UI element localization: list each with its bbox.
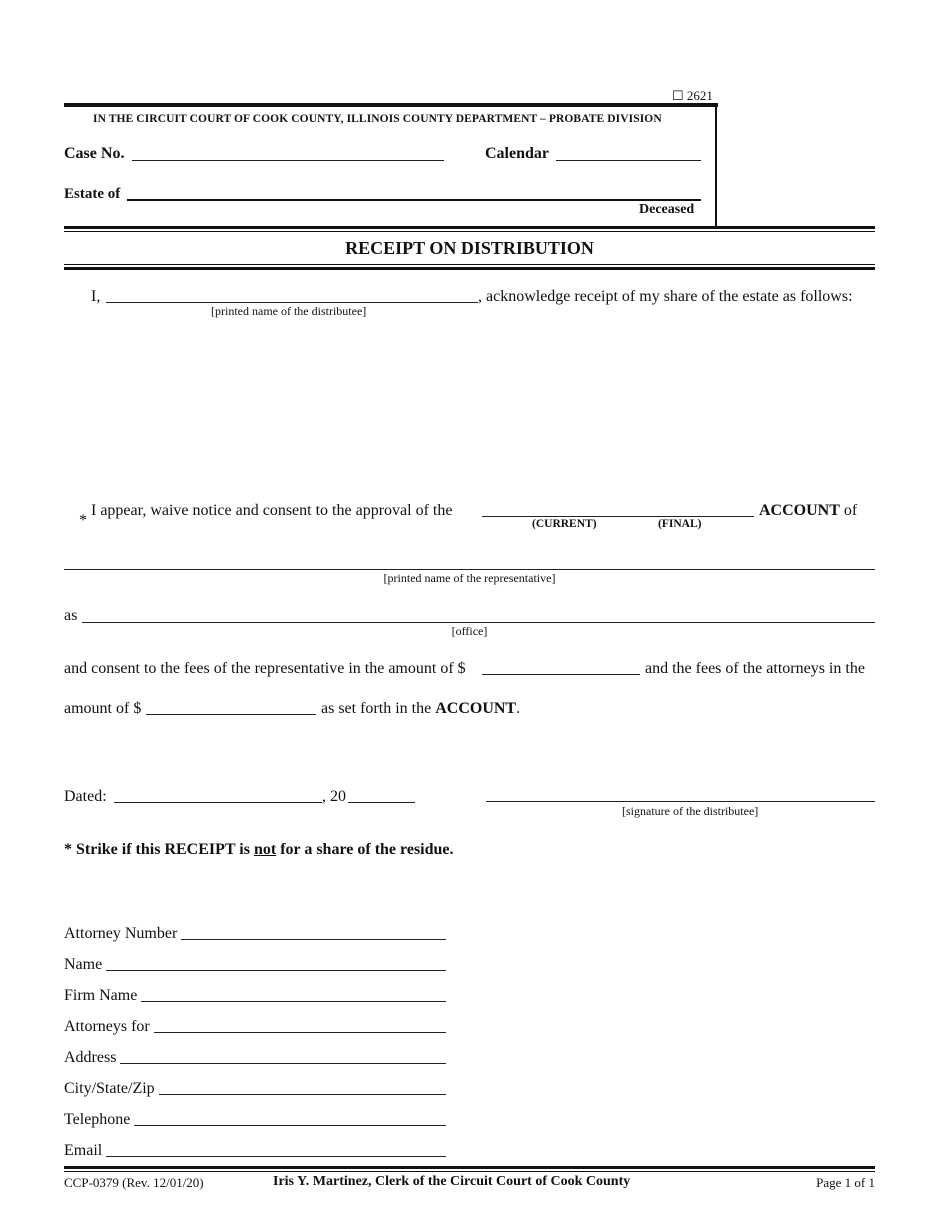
distributee-name-field[interactable] (106, 302, 478, 303)
of-word: of (843, 502, 858, 519)
title-bottom-rule-thick (64, 267, 875, 270)
receipt-prefix: I, (91, 288, 101, 305)
title-top-rule-thick (64, 226, 875, 229)
attorney-telephone-field[interactable] (134, 1125, 446, 1126)
fees-line1-text: and consent to the fees of the representative in the amount of $ (64, 660, 466, 677)
year-prefix: , 20 (322, 788, 346, 805)
as-label: as (64, 607, 78, 624)
representative-fees-field[interactable] (482, 674, 640, 675)
calendar-field[interactable] (556, 160, 701, 161)
header-top-rule (64, 103, 718, 107)
footer-clerk: Iris Y. Martinez, Clerk of the Circuit Court of Cook County (273, 1174, 631, 1189)
attorney-firm-name-label: Firm Name (64, 987, 138, 1004)
case-no-field[interactable] (132, 160, 444, 161)
footer-rule-thin (64, 1171, 875, 1172)
representative-name-field[interactable] (64, 569, 875, 570)
dated-label: Dated: (64, 788, 107, 805)
attorney-name-label: Name (64, 956, 103, 973)
asterisk-mark: * (79, 512, 87, 529)
attorney-attorney-number-field[interactable] (181, 939, 446, 940)
strike-note-before: * Strike if this RECEIPT is (64, 841, 254, 858)
set-forth-text: as set forth in the (321, 700, 432, 717)
case-no-label: Case No. (64, 145, 125, 162)
court-header: IN THE CIRCUIT COURT OF COOK COUNTY, ILLINOIS COUNTY DEPARTMENT – PROBATE DIVISION (93, 113, 662, 125)
estate-of-label: Estate of (64, 186, 121, 202)
header-box-right-border (715, 103, 717, 227)
distributee-name-caption: [printed name of the distributee] (211, 304, 367, 318)
attorney-city-state-zip-label: City/State/Zip (64, 1080, 155, 1097)
fees-line1-end: and the fees of the attorneys in the (645, 660, 865, 677)
attorney-city-state-zip-field[interactable] (159, 1094, 446, 1095)
strike-note-after: for a share of the residue. (276, 841, 454, 858)
year-field[interactable] (348, 802, 415, 803)
footer-rule-thick (64, 1166, 875, 1169)
document-title: RECEIPT ON DISTRIBUTION (345, 238, 594, 258)
fees-line2-end (321, 700, 520, 718)
attorney-attorneys-for-field[interactable] (154, 1032, 446, 1033)
office-field[interactable] (82, 622, 875, 623)
strike-note (64, 841, 454, 859)
attorney-attorneys-for-label: Attorneys for (64, 1018, 150, 1035)
attorney-address-label: Address (64, 1049, 117, 1066)
attorney-email-label: Email (64, 1142, 103, 1159)
title-top-rule-thin (64, 231, 875, 232)
option-current: (CURRENT) (532, 518, 597, 530)
fees-line2-text: amount of $ (64, 700, 142, 717)
period: . (516, 700, 521, 717)
attorney-email-field[interactable] (106, 1156, 446, 1157)
deceased-label: Deceased (639, 202, 695, 217)
attorney-attorney-number-label: Attorney Number (64, 925, 178, 942)
signature-field[interactable] (486, 801, 875, 802)
footer-form-id: CCP-0379 (Rev. 12/01/20) (64, 1175, 204, 1190)
appear-text: I appear, waive notice and consent to the approval of the (91, 502, 453, 519)
estate-of-field[interactable] (127, 199, 701, 201)
attorney-name-field[interactable] (106, 970, 446, 971)
representative-caption: [printed name of the representative] (383, 571, 556, 585)
option-final: (FINAL) (658, 518, 702, 530)
office-caption: [office] (451, 624, 488, 638)
account-word-2: ACCOUNT (435, 700, 517, 717)
account-word: ACCOUNT (759, 502, 840, 519)
attorney-address-field[interactable] (120, 1063, 446, 1064)
calendar-label: Calendar (485, 145, 549, 162)
signature-caption: [signature of the distributee] (622, 804, 759, 818)
account-of-text (759, 502, 857, 520)
title-bottom-rule-thin (64, 264, 875, 265)
attorney-firm-name-field[interactable] (141, 1001, 446, 1002)
dated-field[interactable] (114, 802, 322, 803)
attorney-fees-field[interactable] (146, 714, 316, 715)
strike-note-not: not (253, 841, 277, 858)
receipt-suffix: , acknowledge receipt of my share of the estate as follows: (478, 288, 853, 305)
account-type-field[interactable] (482, 516, 754, 517)
attorney-telephone-label: Telephone (64, 1111, 131, 1128)
footer-page: Page 1 of 1 (816, 1175, 875, 1190)
form-code: ☐ 2621 (672, 88, 713, 103)
